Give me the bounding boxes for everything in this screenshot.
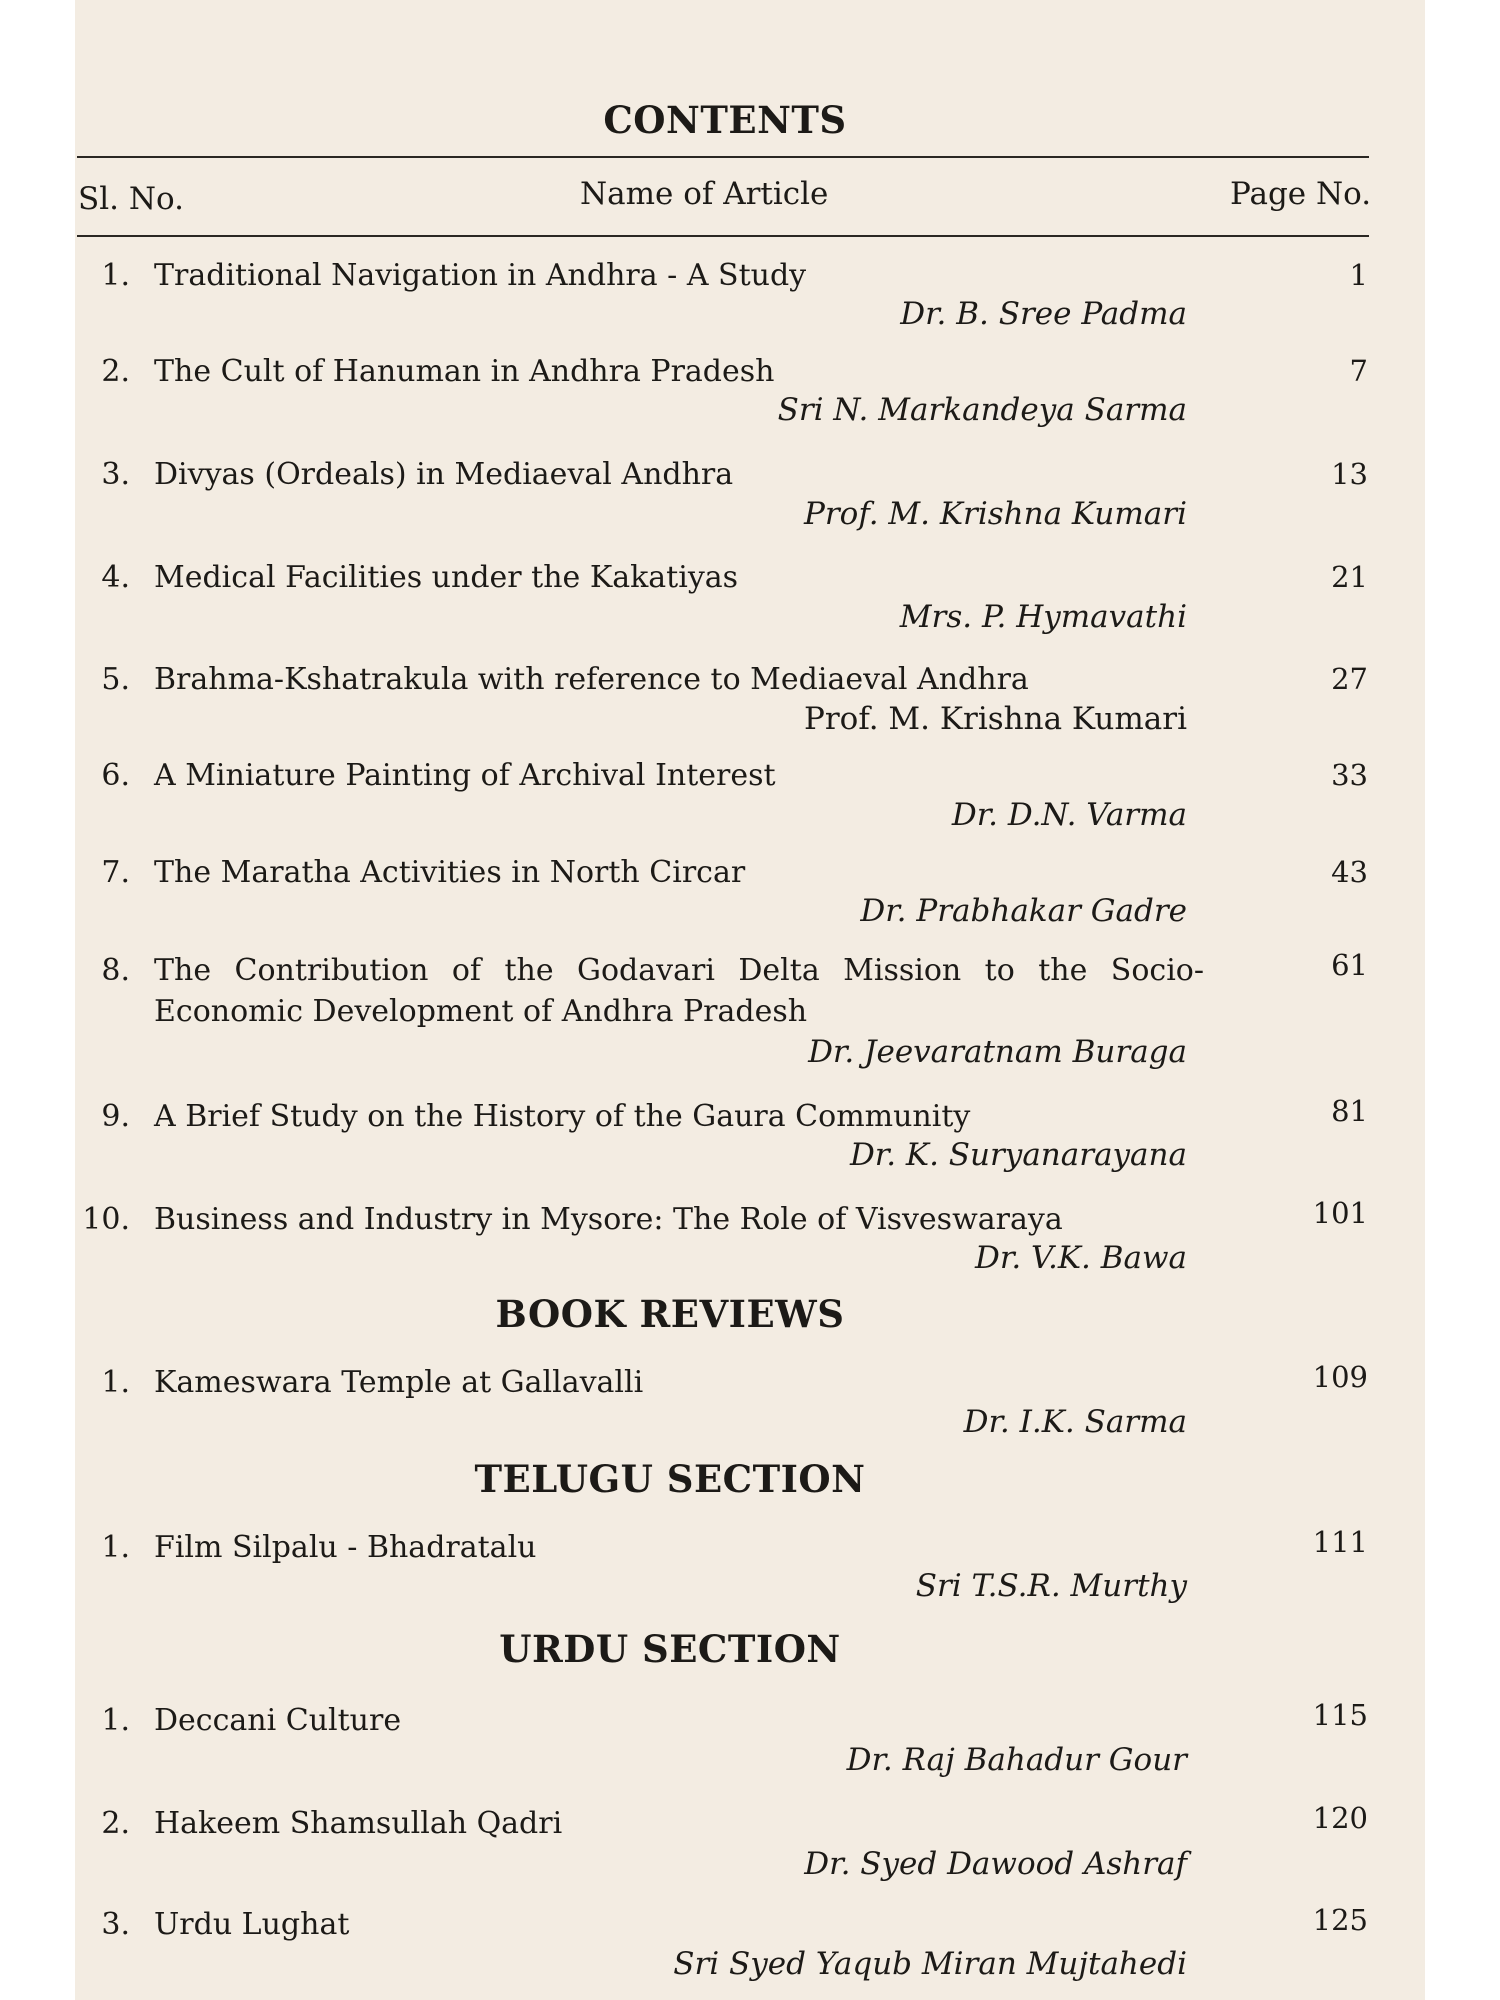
entry-number: 3. — [101, 1907, 130, 1942]
article-title: Kameswara Temple at Gallavalli — [154, 1365, 644, 1400]
entry-number: 3. — [101, 457, 130, 492]
article-title: Deccani Culture — [154, 1703, 402, 1738]
page-number: 81 — [1331, 1094, 1368, 1128]
entry-number: 8. — [101, 953, 130, 988]
article-title: Business and Industry in Mysore: The Role of Visveswaraya — [154, 1202, 1063, 1237]
entry-number: 5. — [101, 662, 130, 697]
top-rule — [77, 156, 1369, 158]
article-author: Mrs. P. Hymavathi — [899, 599, 1187, 635]
article-author: Dr. Raj Bahadur Gour — [846, 1742, 1187, 1778]
header-rule — [77, 235, 1369, 237]
page-number: 109 — [1312, 1360, 1368, 1394]
book-reviews-heading: BOOK REVIEWS — [495, 1292, 845, 1336]
article-author: Prof. M. Krishna Kumari — [804, 496, 1187, 532]
page-number: 125 — [1312, 1903, 1368, 1937]
page-number: 115 — [1312, 1698, 1368, 1732]
page-number: 111 — [1312, 1525, 1368, 1559]
article-title: Divyas (Ordeals) in Mediaeval Andhra — [154, 457, 734, 492]
entry-number: 1. — [101, 1365, 130, 1400]
article-title: Hakeem Shamsullah Qadri — [154, 1806, 563, 1841]
contents-heading: CONTENTS — [603, 98, 847, 142]
article-author: Dr. D.N. Varma — [951, 797, 1187, 833]
column-page-no: Page No. — [1230, 176, 1372, 212]
entry-number: 1. — [101, 1703, 130, 1738]
entry-number: 2. — [101, 1806, 130, 1841]
article-title: Medical Facilities under the Kakatiyas — [154, 560, 739, 595]
telugu-section-heading: TELUGU SECTION — [474, 1457, 866, 1501]
entry-number: 9. — [101, 1099, 130, 1134]
article-title: The Maratha Activities in North Circar — [154, 855, 746, 890]
article-title: The Contribution of the Godavari Delta Mission to the Socio- — [154, 953, 1204, 988]
article-author: Prof. M. Krishna Kumari — [804, 701, 1187, 737]
article-author: Dr. K. Suryanarayana — [849, 1137, 1187, 1173]
article-author: Dr. Syed Dawood Ashraf — [804, 1846, 1187, 1882]
article-author: Sri T.S.R. Murthy — [915, 1568, 1187, 1604]
article-title: A Brief Study on the History of the Gaura Community — [154, 1099, 971, 1134]
page-number: 7 — [1349, 354, 1368, 388]
page-number: 43 — [1331, 855, 1368, 889]
article-title: Brahma-Kshatrakula with reference to Mediaeval Andhra — [154, 662, 1029, 697]
page-number: 13 — [1331, 457, 1368, 491]
article-title: A Miniature Painting of Archival Interest — [154, 758, 776, 793]
entry-number: 2. — [101, 354, 130, 389]
entry-number: 4. — [101, 560, 130, 595]
entry-number: 6. — [101, 758, 130, 793]
column-name-of-article: Name of Article — [580, 176, 829, 212]
article-title: The Cult of Hanuman in Andhra Pradesh — [154, 354, 775, 389]
entry-number: 7. — [101, 855, 130, 890]
column-sl-no: Sl. No. — [78, 181, 184, 217]
page-number: 120 — [1312, 1801, 1368, 1835]
article-author: Dr. Prabhakar Gadre — [860, 893, 1187, 929]
article-title: Urdu Lughat — [154, 1907, 350, 1942]
page-number: 1 — [1349, 258, 1368, 292]
urdu-section-heading: URDU SECTION — [499, 1627, 841, 1671]
article-author: Dr. V.K. Bawa — [975, 1240, 1187, 1276]
page-number: 21 — [1331, 560, 1368, 594]
article-title-continued: Economic Development of Andhra Pradesh — [154, 994, 808, 1029]
article-author: Dr. Jeevaratnam Buraga — [808, 1034, 1187, 1070]
article-author: Sri Syed Yaqub Miran Mujtahedi — [673, 1946, 1187, 1982]
page-number: 33 — [1331, 758, 1368, 792]
article-author: Sri N. Markandeya Sarma — [777, 392, 1187, 428]
article-title: Traditional Navigation in Andhra - A Study — [154, 258, 807, 293]
entry-number: 10. — [82, 1202, 130, 1237]
article-author: Dr. I.K. Sarma — [963, 1404, 1187, 1440]
page-number: 61 — [1331, 948, 1368, 982]
entry-number: 1. — [101, 1530, 130, 1565]
article-author: Dr. B. Sree Padma — [900, 296, 1187, 332]
entry-number: 1. — [101, 258, 130, 293]
page-number: 101 — [1312, 1196, 1368, 1230]
article-title: Film Silpalu - Bhadratalu — [154, 1530, 537, 1565]
page-number: 27 — [1331, 662, 1368, 696]
